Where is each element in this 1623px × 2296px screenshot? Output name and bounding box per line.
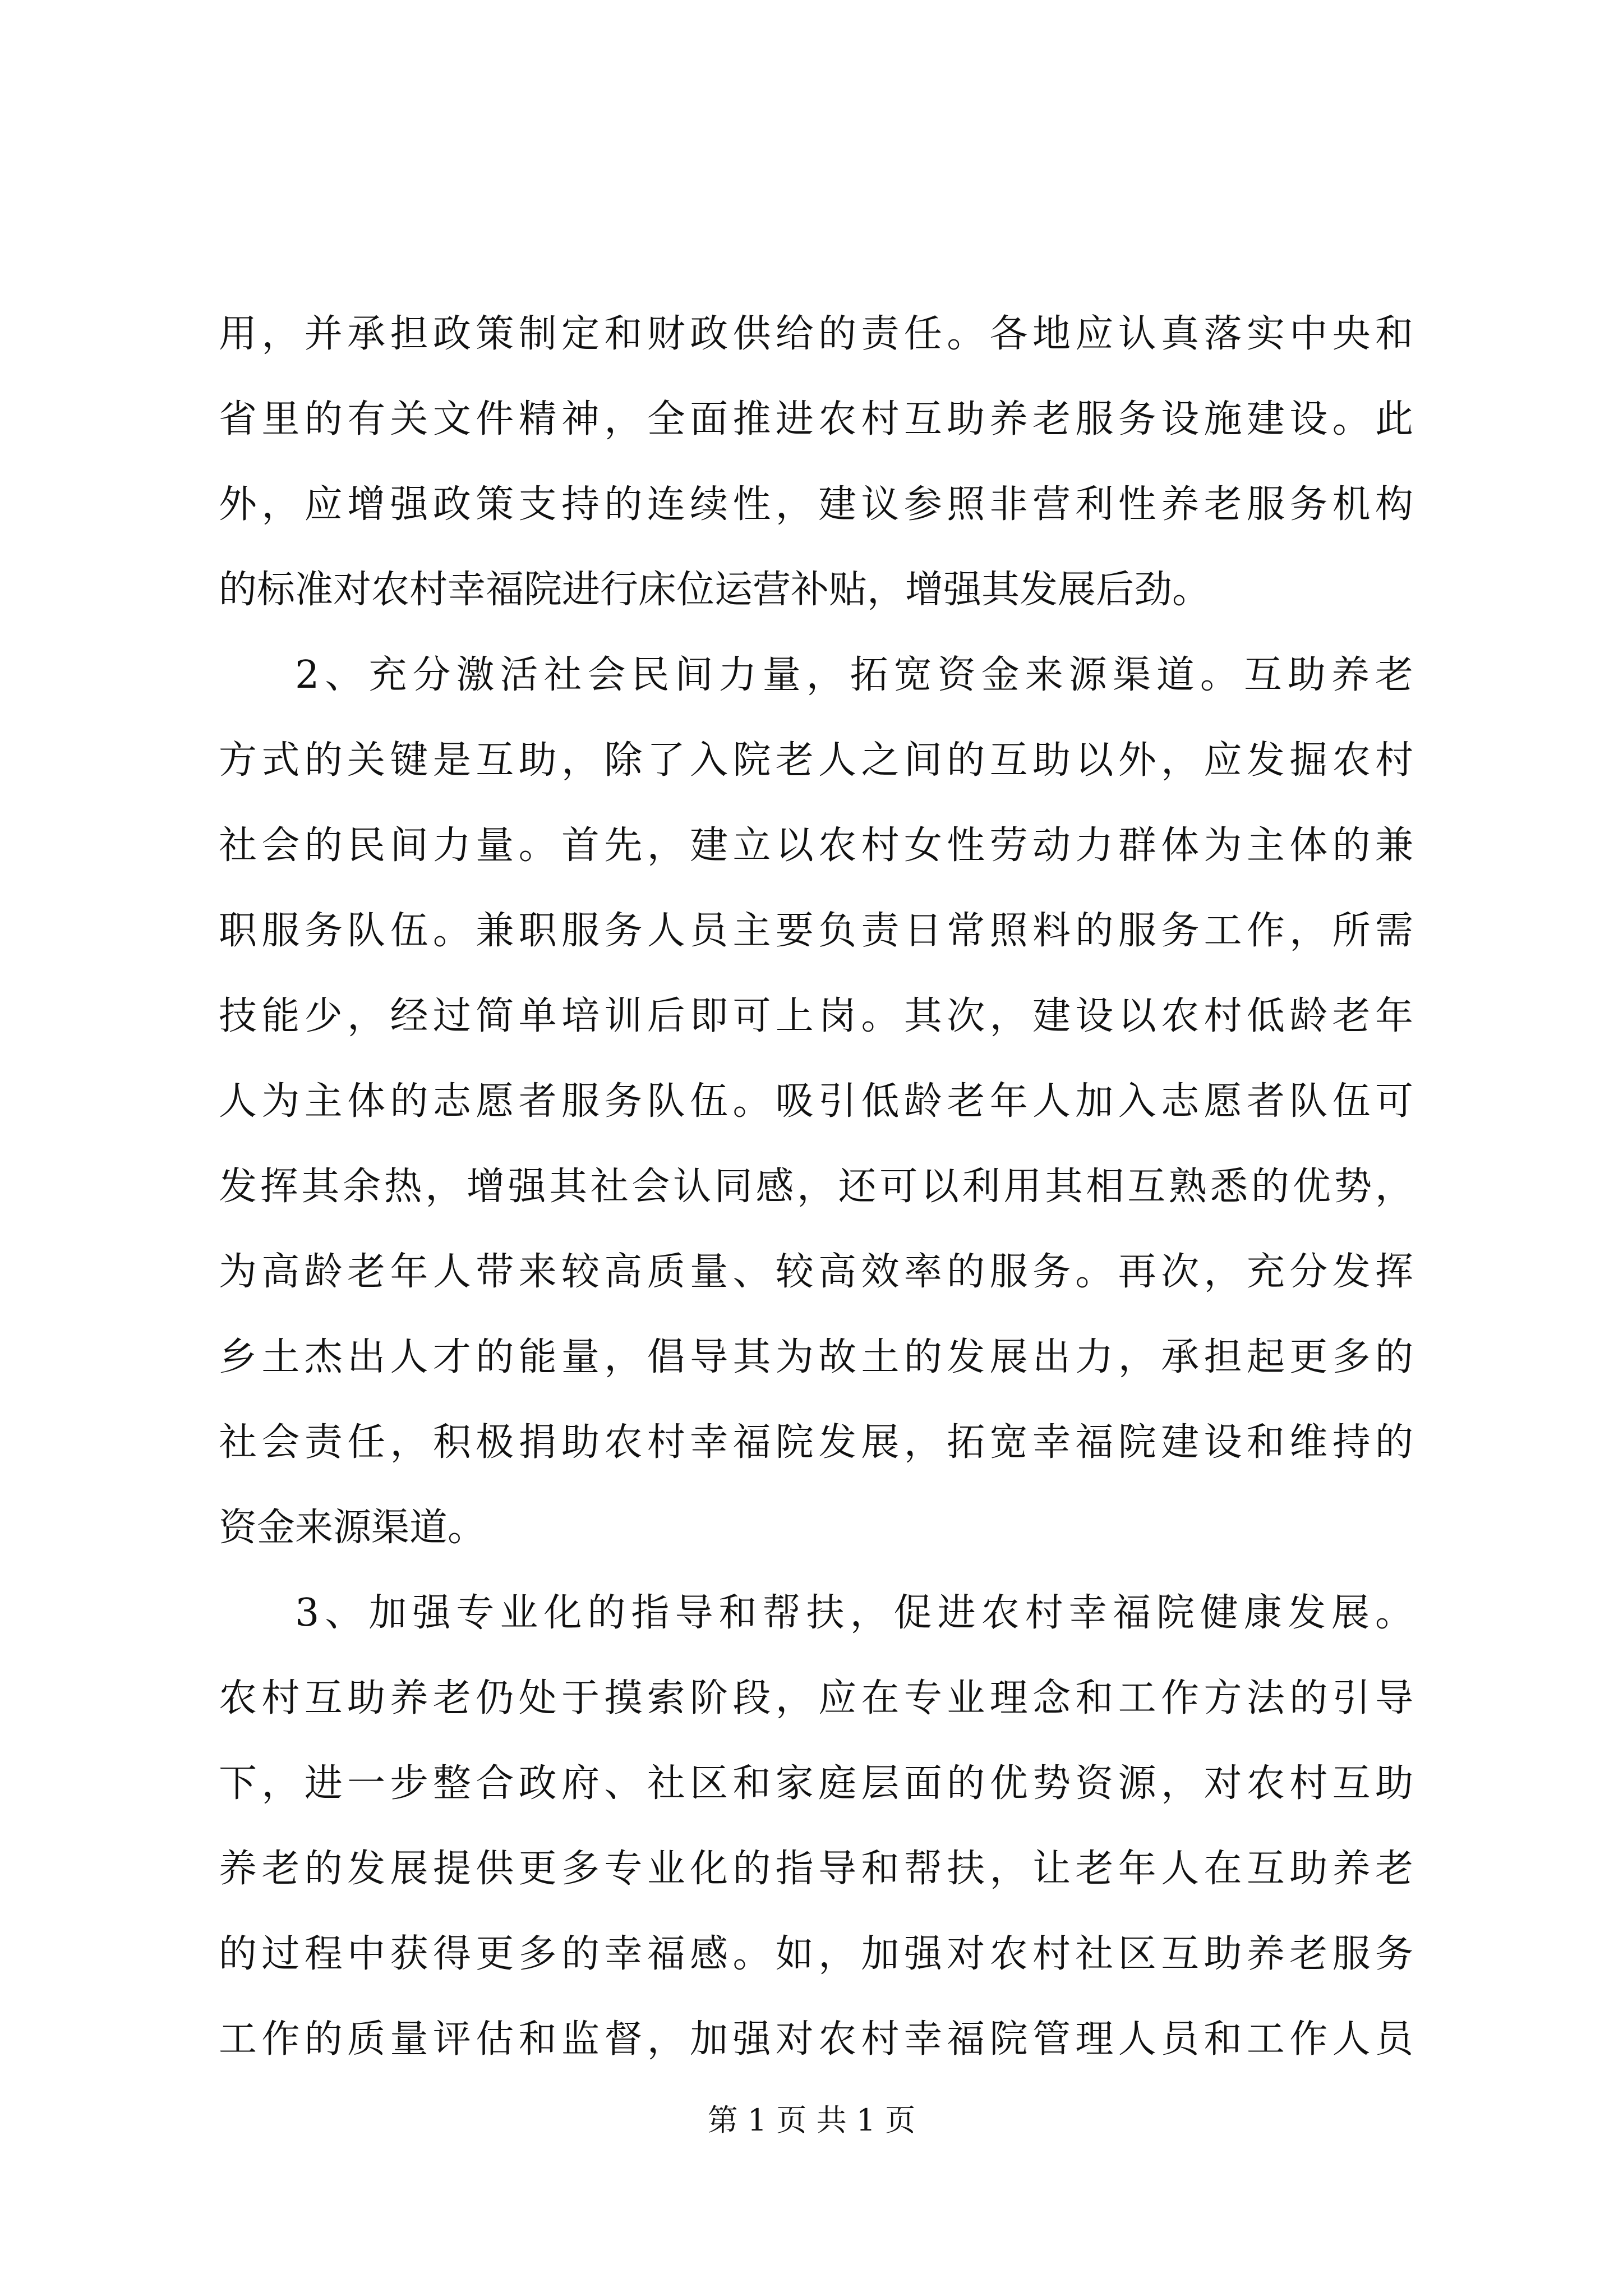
text-line: 人为主体的志愿者服务队伍。吸引低龄老年人加入志愿者队伍可: [219, 1079, 1413, 1124]
text-line: 职服务队伍。兼职服务人员主要负责日常照料的服务工作，所需: [219, 909, 1413, 953]
text-line: 2、充分激活社会民间力量，拓宽资金来源渠道。互助养老: [295, 653, 1413, 697]
text-line: 方式的关键是互助，除了入院老人之间的互助以外，应发掘农村: [219, 738, 1413, 783]
text-line: 下，进一步整合政府、社区和家庭层面的优势资源，对农村互助: [219, 1761, 1413, 1806]
text-line: 用，并承担政策制定和财政供给的责任。各地应认真落实中央和: [219, 312, 1413, 356]
text-line: 资金来源渠道。: [219, 1506, 486, 1550]
text-line: 发挥其余热，增强其社会认同感，还可以利用其相互熟悉的优势，: [219, 1165, 1413, 1209]
text-line: 的过程中获得更多的幸福感。如，加强对农村社区互助养老服务: [219, 1932, 1413, 1976]
text-line: 社会的民间力量。首先，建立以农村女性劳动力群体为主体的兼: [219, 823, 1413, 868]
text-line: 乡土杰出人才的能量，倡导其为故土的发展出力，承担起更多的: [219, 1335, 1413, 1379]
text-line: 的标准对农村幸福院进行床位运营补贴，增强其发展后劲。: [219, 568, 1211, 612]
page-footer: 第 1 页 共 1 页: [707, 2102, 916, 2138]
text-line: 社会责任，积极捐助农村幸福院发展，拓宽幸福院建设和维持的: [219, 1420, 1413, 1465]
text-line: 养老的发展提供更多专业化的指导和帮扶，让老年人在互助养老: [219, 1847, 1413, 1891]
body-text: [219, 292, 1413, 2082]
text-line: 技能少，经过简单培训后即可上岗。其次，建设以农村低龄老年: [219, 994, 1413, 1038]
text-line: 工作的质量评估和监督，加强对农村幸福院管理人员和工作人员: [219, 2017, 1413, 2062]
text-line: 为高龄老年人带来较高质量、较高效率的服务。再次，充分发挥: [219, 1250, 1413, 1294]
text-line: 3、加强专业化的指导和帮扶，促进农村幸福院健康发展。: [295, 1591, 1413, 1635]
text-line: 省里的有关文件精神，全面推进农村互助养老服务设施建设。此: [219, 397, 1413, 441]
text-line: 农村互助养老仍处于摸索阶段，应在专业理念和工作方法的引导: [219, 1676, 1413, 1720]
text-line: 外，应增强政策支持的连续性，建议参照非营利性养老服务机构: [219, 482, 1413, 527]
